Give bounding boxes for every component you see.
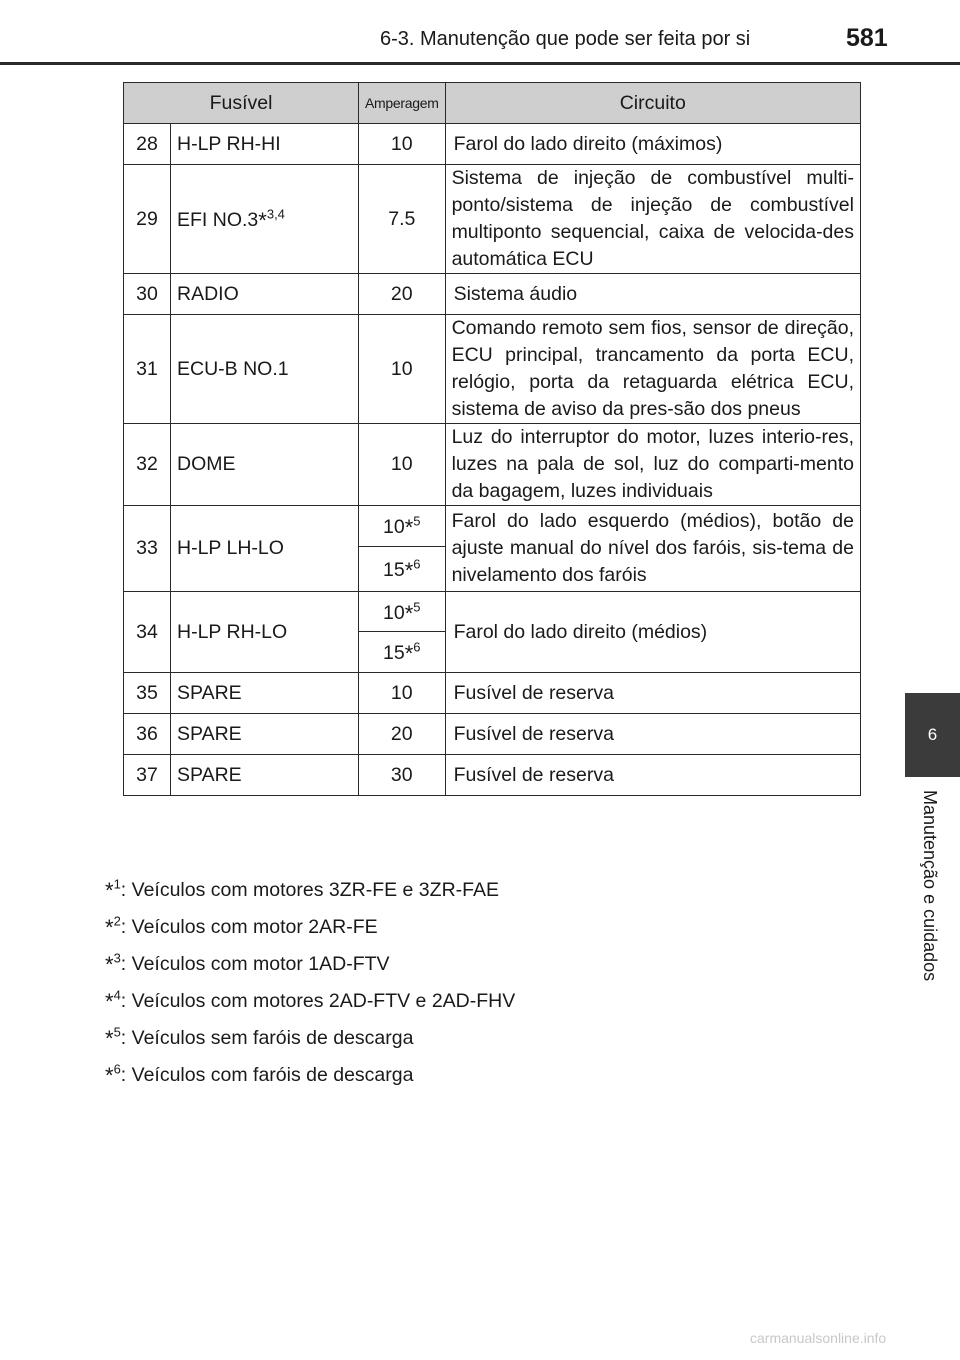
footnote-item [105, 1061, 515, 1098]
fuse-amperage: 20 [359, 714, 446, 755]
footnote-ref: 3,4 [266, 206, 285, 222]
footnote-item [105, 950, 515, 987]
fuse-amperage: 15 [383, 559, 405, 581]
footnote-ref: 5 [413, 513, 421, 529]
footnote-ref: 6 [113, 1061, 121, 1077]
fuse-number: 35 [124, 673, 171, 714]
section-title: 6-3. Manutenção que pode ser feita por si [380, 28, 751, 50]
footnote-ref: 6 [413, 639, 421, 655]
fuse-amperage: 10 [359, 673, 446, 714]
table-header-row [124, 83, 861, 124]
footnote-item [105, 987, 515, 1024]
table-row [124, 424, 861, 506]
footnote-ref: 6 [413, 556, 421, 572]
fuse-name-cell [171, 165, 359, 274]
fuse-amperage: 10 [383, 516, 405, 538]
fuse-name: RADIO [171, 274, 359, 315]
fuse-name: EFI NO.3 [177, 209, 259, 231]
fuse-amperage-cell [359, 632, 446, 673]
table-row [124, 714, 861, 755]
fuse-circuit: Sistema áudio [445, 274, 860, 315]
footnote-text: : Veículos com motor 1AD-FTV [120, 953, 390, 975]
footnote-star: * [105, 1026, 114, 1051]
fuse-amperage: 10 [359, 124, 446, 165]
fuse-name: ECU-B NO.1 [171, 315, 359, 424]
fuse-table [123, 82, 861, 796]
fuse-circuit: Sistema de injeção de combustível multi-ponto/sistema de injeção de combustível multiponto sequencial, caixa de velocida-des automática ECU [445, 165, 860, 274]
fuse-name: SPARE [171, 714, 359, 755]
footnote-star: * [105, 952, 114, 977]
footnote-star: * [404, 641, 414, 666]
fuse-amperage-cell [359, 592, 446, 632]
footnote-text: : Veículos com motor 2AR-FE [120, 916, 378, 938]
fuse-amperage-cell [359, 506, 446, 547]
footnote-ref: 4 [113, 987, 121, 1003]
fuse-circuit: Farol do lado direito (médios) [445, 592, 860, 673]
column-header-fuse: Fusível [124, 83, 359, 124]
fuse-name: H-LP LH-LO [171, 506, 359, 592]
footnote-star: * [404, 558, 414, 583]
fuse-name: DOME [171, 424, 359, 506]
table-row [124, 755, 861, 796]
footnote-ref: 2 [113, 913, 121, 929]
fuse-circuit: Luz do interruptor do motor, luzes interio-res, luzes na pala de sol, luz do comparti-mento da bagagem, luzes individuais [445, 424, 860, 506]
fuse-circuit: Farol do lado esquerdo (médios), botão de ajuste manual do nível dos faróis, sis-tema de nivelamento dos faróis [445, 506, 860, 592]
fuse-circuit: Farol do lado direito (máximos) [445, 124, 860, 165]
column-header-circuit: Circuito [445, 83, 860, 124]
fuse-number: 37 [124, 755, 171, 796]
fuse-circuit: Fusível de reserva [445, 673, 860, 714]
footnote-text: : Veículos com motores 3ZR-FE e 3ZR-FAE [120, 879, 499, 901]
footnote-star: * [258, 208, 267, 233]
fuse-amperage: 7.5 [359, 165, 446, 274]
footnote-ref: 5 [413, 599, 421, 614]
footnote-star: * [105, 989, 114, 1014]
fuse-number: 33 [124, 506, 171, 592]
fuse-amperage: 30 [359, 755, 446, 796]
footnote-ref: 3 [113, 950, 121, 966]
footnote-item [105, 913, 515, 950]
table-row [124, 274, 861, 315]
fuse-circuit: Fusível de reserva [445, 714, 860, 755]
footnote-ref: 5 [113, 1024, 121, 1040]
fuse-number: 34 [124, 592, 171, 673]
chapter-title: Manutenção e cuidados [920, 790, 940, 982]
fuse-circuit: Comando remoto sem fios, sensor de direção, ECU principal, trancamento da porta ECU, relógio, porta da retaguarda elétrica ECU, sistema de aviso da pres-são dos pneus [445, 315, 860, 424]
table-row [124, 315, 861, 424]
fuse-number: 28 [124, 124, 171, 165]
fuse-number: 32 [124, 424, 171, 506]
fuse-name: SPARE [171, 755, 359, 796]
fuse-number: 36 [124, 714, 171, 755]
chapter-tab[interactable] [905, 693, 960, 777]
fuse-circuit: Fusível de reserva [445, 755, 860, 796]
page-number: 581 [846, 24, 888, 52]
footnote-ref: 1 [113, 876, 121, 892]
fuse-amperage: 10 [383, 601, 405, 624]
chapter-number: 6 [927, 725, 938, 744]
fuse-name: H-LP RH-HI [171, 124, 359, 165]
table-row [124, 124, 861, 165]
footnote-item [105, 1024, 515, 1061]
footnote-text: : Veículos sem faróis de descarga [120, 1027, 414, 1049]
table-row [124, 592, 861, 632]
table-row [124, 506, 861, 547]
fuse-amperage: 10 [359, 315, 446, 424]
footnote-text: : Veículos com motores 2AD-FTV e 2AD-FHV [120, 990, 516, 1012]
footnote-item [105, 876, 515, 913]
fuse-number: 29 [124, 165, 171, 274]
column-header-amperage: Amperagem [359, 83, 446, 124]
fuse-amperage: 15 [383, 642, 405, 664]
footnote-text: : Veículos com faróis de descarga [120, 1064, 414, 1086]
table-row [124, 673, 861, 714]
footnote-star: * [105, 915, 114, 940]
fuse-number: 30 [124, 274, 171, 315]
footnote-star: * [105, 878, 114, 903]
fuse-name: SPARE [171, 673, 359, 714]
fuse-amperage: 20 [359, 274, 446, 315]
fuse-amperage: 10 [359, 424, 446, 506]
fuse-name: H-LP RH-LO [171, 592, 359, 673]
fuse-amperage-cell [359, 547, 446, 592]
header-divider [0, 62, 960, 65]
fuse-number: 31 [124, 315, 171, 424]
footnote-star: * [404, 600, 414, 626]
footnotes [105, 876, 515, 1098]
footnote-star: * [105, 1063, 114, 1088]
footnote-star: * [404, 515, 414, 540]
table-row [124, 165, 861, 274]
watermark: carmanualsonline.info [750, 1330, 887, 1346]
